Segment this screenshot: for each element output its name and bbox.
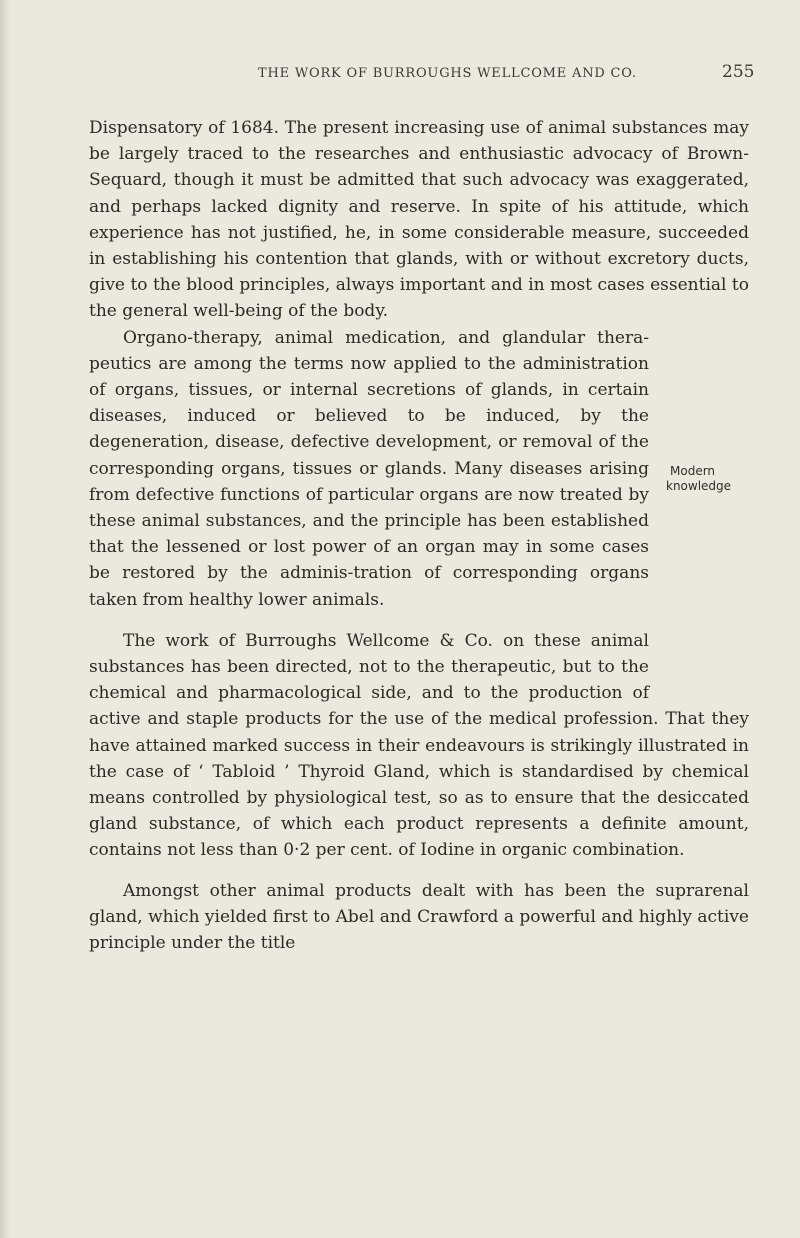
margin-note-spacer (649, 636, 749, 688)
body-text (89, 115, 749, 956)
margin-note-line-1: Modern (670, 464, 716, 478)
paragraph-3: The work of Burroughs Wellcome & Co. on these animal substances has been directed, not to the therapeutic, but to the chemical and pharmacological side, and to the production of active and staple products for the use of the medical profession. That they have attained marked success in their endeavours is strikingly illustrated in the case of ‘ Tabloid ’ Thyroid Gland, which is standardised by chemical means controlled by physiological test, so as to ensure that the desiccated gland substance, of which each product represents a definite amount, contains not less than 0·2 per cent. of Iodine in organic combination. (89, 630, 749, 861)
margin-note-line-2: knowledge (666, 479, 732, 493)
paragraph-4: Amongst other animal products dealt with has been the suprarenal gland, which yielded first to Abel and Crawford a powerful and highly active principle under the title (89, 880, 749, 954)
paragraph-2: Organo-therapy, animal medication, and glandular thera-peutics are among the terms now applied to the administration of organs, tissues, or internal secretions of glands, in certain diseases, induced or believed to be induced, by the degeneration, disease, defective development, or removal of the corresponding organs, tissues or glands. Many diseases arising from defective functions of particular organs are now treated by these animal substances, and the principle has been established that the lessened or lost power of an organ may in some cases be restored by the adminis-tration of corresponding organs taken from healthy lower animals. (89, 327, 649, 610)
running-title: THE WORK OF BURROUGHS WELLCOME AND CO. (258, 66, 637, 81)
page-number: 255 (722, 62, 755, 82)
page-header (0, 62, 800, 86)
page-edge-shadow (0, 0, 10, 1238)
paragraph-1: Dispensatory of 1684. The present increasing use of animal substances may be largely traced to the researches and enthusiastic advocacy of Brown-Sequard, though it must be admitted that such advocacy was exaggerated, and perhaps lacked dignity and reserve. In spite of his attitude, which experience has not justified, he, in some considerable measure, succeeded in establishing his contention that glands, with or without excretory ducts, give to the blood principles, always important and in most cases essential to the general well-being of the body. (89, 118, 749, 322)
